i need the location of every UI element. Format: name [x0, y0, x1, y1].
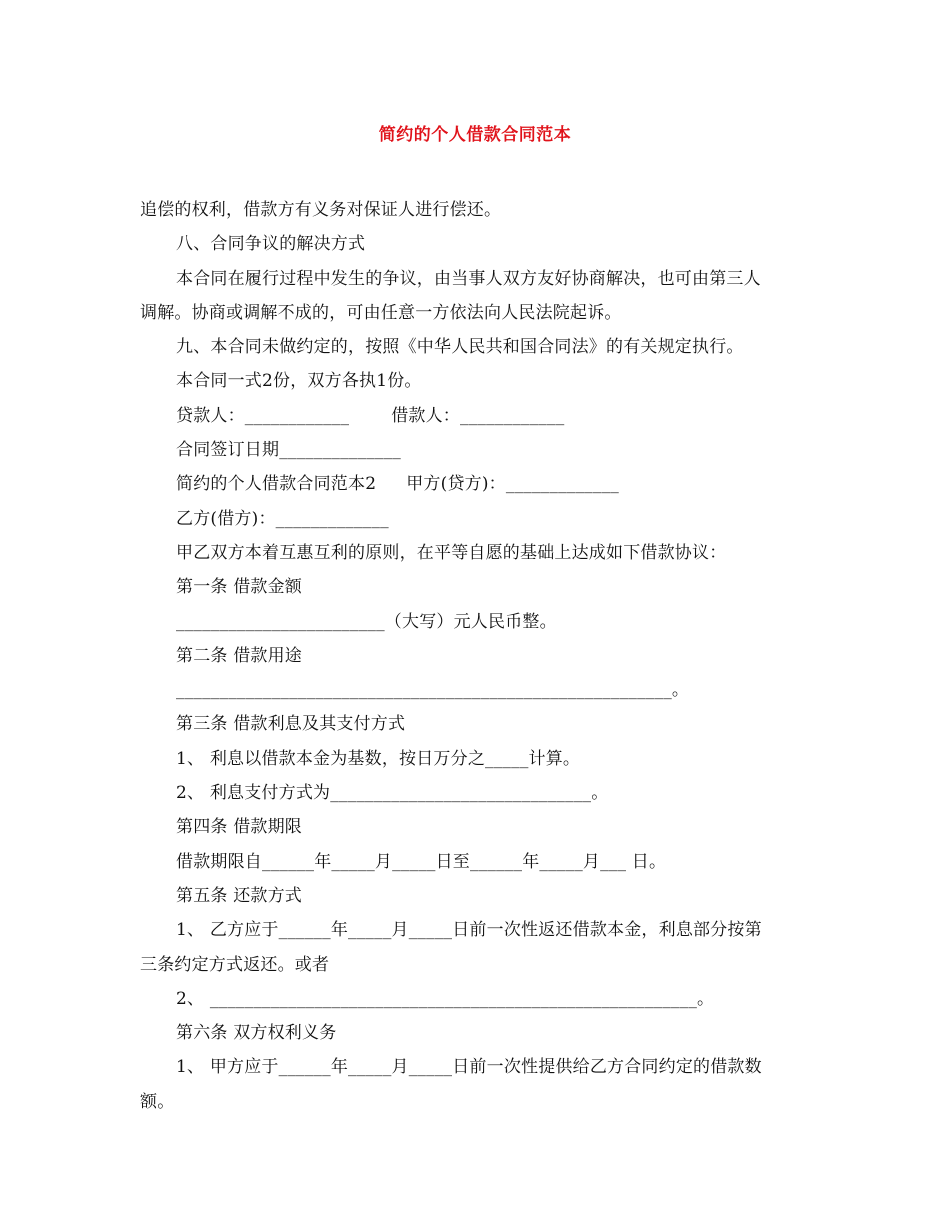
signature-line [140, 399, 820, 433]
document-body [140, 193, 820, 1119]
lender-signature-field: 贷款人：____________ [176, 405, 350, 426]
purpose-field: _________________________________________________________。 [176, 680, 690, 701]
contract-subtitle: 简约的个人借款合同范本2 [176, 474, 377, 495]
list-item: 1、 乙方应于______年_____月_____日前一次性返还借款本金，利息部分按第 [176, 920, 762, 941]
paragraph-line: 甲乙双方本着互惠互利的原则，在平等自愿的基础上达成如下借款协议： [176, 542, 727, 563]
party-a-field: 甲方(贷方)：_____________ [406, 474, 619, 495]
paragraph-line: 额。 [140, 1091, 175, 1112]
article-heading: 第四条 借款期限 [176, 817, 303, 838]
article-heading: 第五条 还款方式 [176, 885, 303, 906]
paragraph-line: 调解。协商或调解不成的，可由任意一方依法向人民法院起诉。 [140, 302, 622, 323]
article-heading: 第二条 借款用途 [176, 645, 303, 666]
document-title: 简约的个人借款合同范本 [378, 125, 572, 145]
list-item: 2、 ________________________________________________________。 [176, 988, 715, 1009]
borrower-signature-field: 借款人：____________ [391, 405, 565, 426]
list-item: 2、 利息支付方式为______________________________。 [176, 783, 609, 804]
paragraph-line: 九、本合同未做约定的，按照《中华人民共和国合同法》的有关规定执行。 [176, 337, 744, 358]
section-heading: 八、合同争议的解决方式 [176, 234, 366, 255]
list-item: 1、 甲方应于______年_____月_____日前一次性提供给乙方合同约定的借款数 [176, 1057, 762, 1078]
signing-date-field: 合同签订日期______________ [176, 440, 401, 461]
paragraph-line: 本合同在履行过程中发生的争议，由当事人双方友好协商解决，也可由第三人 [176, 268, 761, 289]
paragraph-line: 三条约定方式返还。或者 [140, 954, 330, 975]
contract-heading-line [140, 467, 820, 501]
paragraph-line: 本合同一式2份，双方各执1份。 [176, 371, 422, 392]
list-item: 1、 利息以借款本金为基数，按日万分之_____计算。 [176, 748, 581, 769]
amount-field: ________________________（大写）元人民币整。 [176, 611, 557, 632]
loan-term-field: 借款期限自______年_____月_____日至______年_____月___ 日。 [176, 851, 667, 872]
article-heading: 第一条 借款金额 [176, 577, 303, 598]
article-heading: 第三条 借款利息及其支付方式 [176, 714, 406, 735]
paragraph-line: 追偿的权利，借款方有义务对保证人进行偿还。 [140, 200, 502, 220]
article-heading: 第六条 双方权利义务 [176, 1023, 337, 1044]
party-b-field: 乙方(借方)：_____________ [176, 508, 389, 529]
